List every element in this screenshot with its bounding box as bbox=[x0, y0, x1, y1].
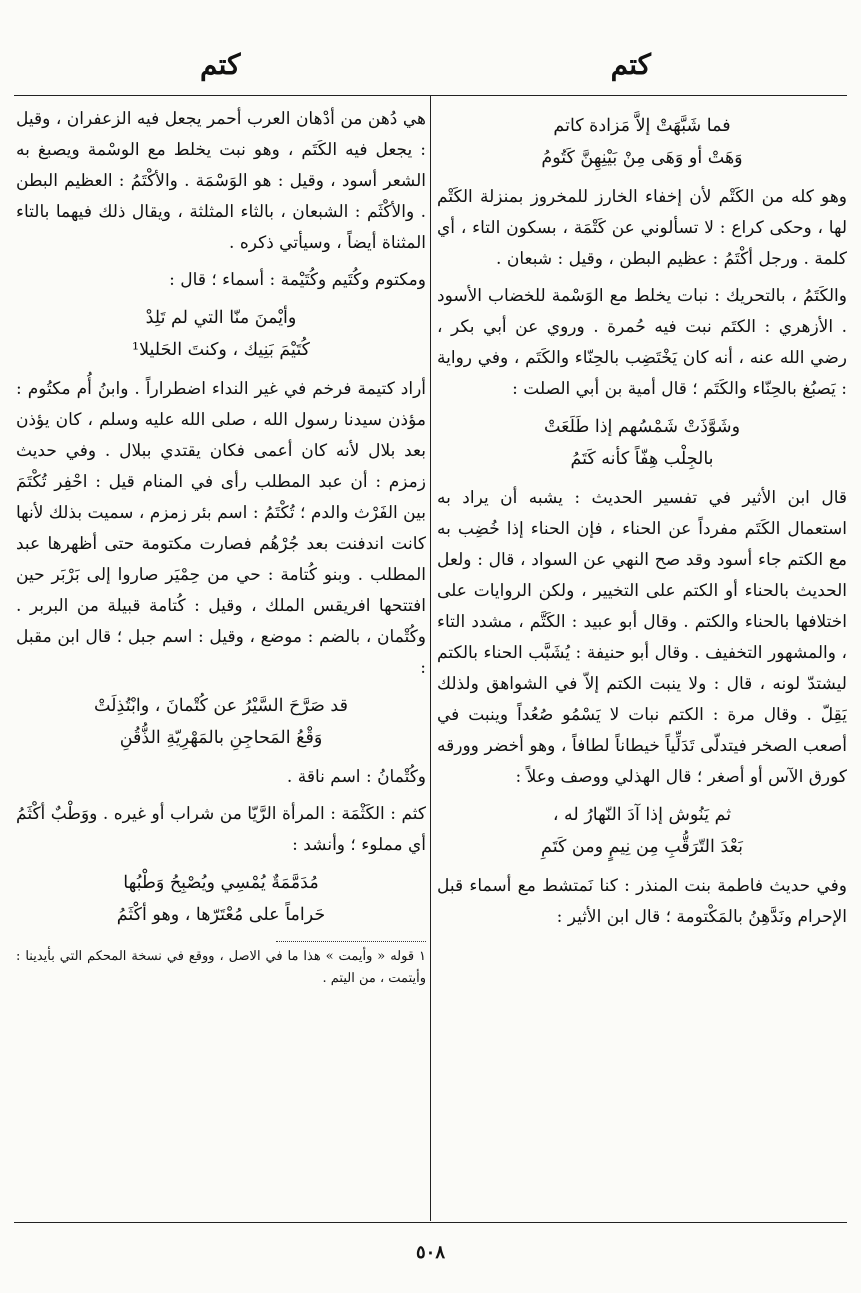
header-word-right: كتم bbox=[610, 48, 651, 81]
left-column bbox=[16, 104, 426, 1219]
verse-block bbox=[16, 690, 426, 754]
bottom-rule bbox=[14, 1222, 847, 1223]
paragraph: قال ابن الأثير في تفسير الحديث : يشبه أن يراد به استعمال الكَتَم مفرداً عن الحناء ، فإن الحناء إذا خُضِب به مع الكتم جاء أسود وقد صح النهي عن السواد ، قال : ولعل الحديث بالحناء أو الكتم على التخيير ، ولكن الروايات على اختلافها بالحناء والكتم . وقال أبو عبيد : الكَتَّم ، مشدد التاء ، والمشهور التخفيف . وقال أبو حنيفة : يُشَبَّب الحناء بالكتم ليشتدّ لونه ، قال : ولا ينبت الكتم إلاّ في الشواهق ولذلك يَقِلّ . وقال مرة : الكتم نبات لا يَسْمُو صُعُداً وينبت في أصعب الصخر فيتدلّى تَدَلِّياً خيطاناً لطافاً ، وهو أخضر وورقه كورق الآس أو أصغر ؛ قال الهذلي ووصف وعلاً : bbox=[437, 488, 847, 787]
verse-block bbox=[437, 799, 847, 863]
verse-block bbox=[16, 867, 426, 931]
verse-line: حَراماً على مُعْتَرّها ، وهو أكْثَمُ bbox=[116, 905, 326, 925]
verse-line: مُدَمَّمَةٌ يُمْسِي ويُصْبِحُ وَطْبُها bbox=[123, 873, 319, 893]
verse-line: وَهَتْ أو وَهَى مِنْ بَيْنِهِنَّ كَتُومُ bbox=[541, 148, 743, 168]
verse-line: كُتَيْمَ بَنِيك ، وكنتَ الحَليلا¹ bbox=[132, 340, 310, 360]
verse-line: وَقْعُ المَحاجِنِ بالمَهْرِيّةِ الذُّقُنِ bbox=[119, 728, 323, 748]
paragraph: والكَتَمُ ، بالتحريك : نبات يخلط مع الوَسْمة للخضاب الأسود . الأزهري : الكتَم نبت فيه حُمرة . وروي عن أبي بكر ، رضي الله عنه ، أنه كان يَخْتَضِب بالحِنّاء والكَتَم ، وفي رواية : يَصبُغ بالحِنّاء والكَتَم ؛ قال أمية بن أبي الصلت : bbox=[437, 286, 847, 399]
page-number: ٥٠٨ bbox=[415, 1242, 445, 1263]
verse-line: قد صَرَّحَ السَّيْرُ عن كُتْمانَ ، وابْتُذِلَتْ bbox=[94, 696, 348, 716]
footnote-rule bbox=[276, 941, 426, 942]
paragraph: كثم : الكَثْمَة : المرأة الرَّيّا من شراب أو غيره . ووَطْبٌ أكْثَمُ أي مملوء ؛ وأنشد : bbox=[16, 804, 426, 855]
verse-block bbox=[437, 411, 847, 475]
column-divider bbox=[430, 96, 431, 1221]
verse-line: وأيْمنَ منّا التي لم تَلِدْ bbox=[145, 308, 297, 328]
header-word-left: كتم bbox=[200, 48, 241, 81]
verse-line: فما شَبَّهَتْ إلاَّ مَزادة كاتم bbox=[553, 116, 731, 136]
paragraph: وفي حديث فاطمة بنت المنذر : كنا نَمتشط مع أسماء قبل الإحرام ونَدَّهِنُ بالمَكْتومة ؛ قال ابن الأثير : bbox=[437, 876, 847, 927]
paragraph: وهو كله من الكَتْم لأن إخفاء الخارز للمخروز بمنزلة الكَتْم لها ، وحكى كراع : لا تسألوني عن كَتْمَة ، بسكون التاء ، أي كلمة . ورجل أكْتَمُ : عظيم البطن ، وقيل : شبعان . bbox=[437, 187, 847, 269]
verse-block bbox=[437, 110, 847, 174]
paragraph: وكُتْمانُ : اسم ناقة . bbox=[286, 767, 426, 787]
verse-line: ثم يَنُوش إذا آدَ النّهارُ له ، bbox=[552, 805, 732, 825]
paragraph: أراد كتيمة فرخم في غير النداء اضطراراً . وابنُ أُم مكتُوم : مؤذن سيدنا رسول الله ، صلى الله عليه وسلم ، كان يؤذن بعد بلال لأنه كان أعمى فكان يقتدي ببلال . وفي حديث زمزم : أن عبد المطلب رأى في المنام قيل : احْفِر تُكْتَمَ بين الفَرْث والدم ؛ تُكْتَمُ : اسم بئر زمزم ، سميت بذلك لأنها كانت اندفنت بعد جُرْهُم فصارت مكتومة حتى أظهرها عبد المطلب . وبنو كُتامة : حي من حِمْيَر صاروا إلى بَرْبَر حين افتتحها افريقس الملك ، وقيل : كُتامة قبيلة من البربر . وكُتْمان ، بالضم : موضع ، وقيل : اسم جبل ؛ قال ابن مقبل : bbox=[16, 379, 426, 678]
verse-line: بالجِلْب هِفّاً كأنه كَتَمُ bbox=[570, 449, 714, 469]
footnote: ١ قوله « وأيمت » هذا ما في الاصل ، ووقع في نسخة المحكم التي بأيدينا : وأيتمت ، من اليتم . bbox=[16, 949, 426, 986]
right-column bbox=[437, 104, 847, 1219]
verse-block bbox=[16, 302, 426, 366]
paragraph: هي دُهن من أدْهان العرب أحمر يجعل فيه الزعفران ، وقيل : يجعل فيه الكَتَم ، وهو نبت يخلط مع الوسْمة ويصبغ به الشعر أسود ، وقيل : هو الوَسْمَة . والأكْتَمُ : العظيم البطن . والأكْثَم : الشبعان ، بالثاء المثلثة ، ويقال ذلك فيهما بالتاء المثناة أيضاً ، وسيأتي ذكره . bbox=[16, 109, 426, 253]
verse-line: بَعْدَ التّرَقُّبِ مِن نِيمٍ ومن كَتَمِ bbox=[541, 837, 743, 857]
verse-line: وشَوَّذَتْ شَمْسُهم إذا طَلَعَتْ bbox=[543, 417, 741, 437]
paragraph: ومكتوم وكُتَيم وكُتَيْمة : أسماء ؛ قال : bbox=[169, 270, 426, 290]
